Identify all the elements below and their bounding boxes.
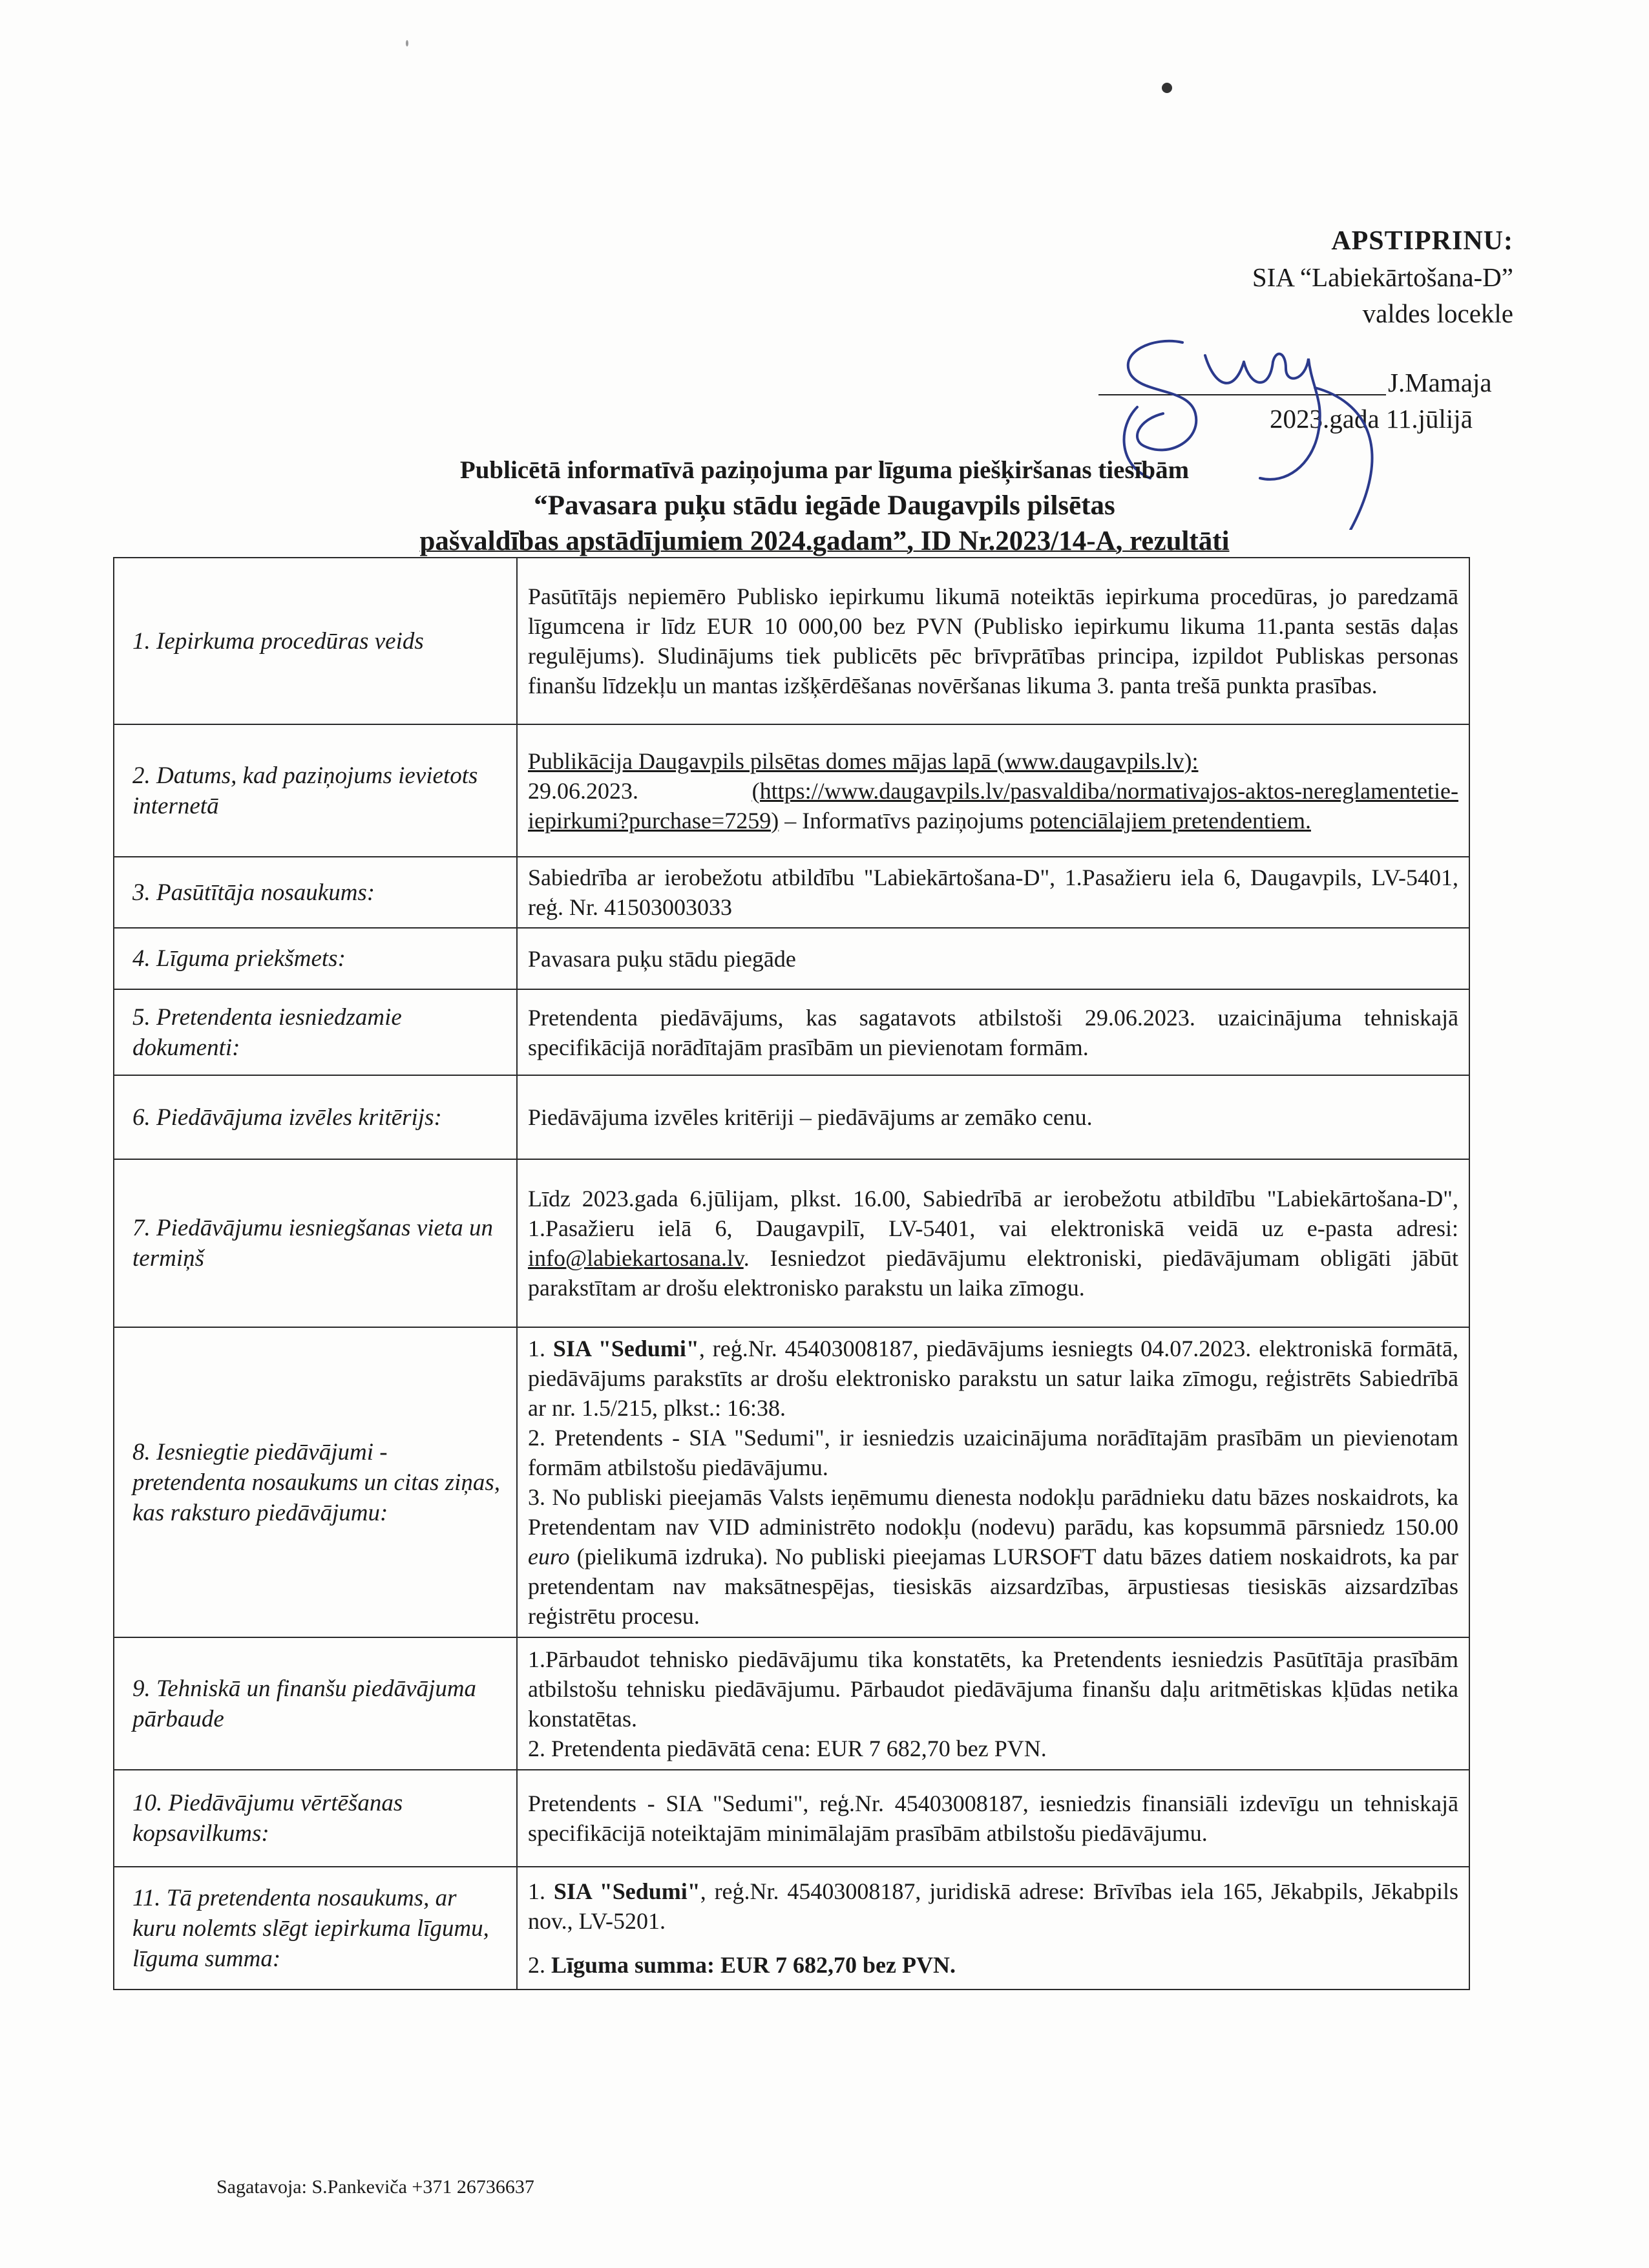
approval-label: APSTIPRINU: xyxy=(1331,226,1513,256)
check-paragraph-1: 1.Pārbaudot tehnisko piedāvājumu tika konstatēts, ka Pretendents iesniedzis Pasūtītāja prasībām atbilstošu tehnisku piedāvājumu. Pārbaudot piedāvājuma finanšu daļu aritmētiskas kļūdas netika konstatētas. xyxy=(528,1646,1458,1732)
winner-paragraph-1 xyxy=(528,1876,1458,1936)
email-link[interactable]: info@labiekartosana.lv xyxy=(528,1245,744,1271)
check-paragraph-2: 2. Pretendenta piedāvātā cena: EUR 7 682,70 bez PVN. xyxy=(528,1735,1047,1761)
table-row xyxy=(114,1327,1469,1637)
row-value xyxy=(517,1327,1469,1637)
approval-name: J.Mamaja xyxy=(1388,368,1492,397)
list-number: 2. xyxy=(528,1952,551,1978)
contract-sum: Līguma summa: EUR 7 682,70 bez PVN. xyxy=(551,1952,956,1978)
scan-speck xyxy=(1162,83,1172,93)
row-label: 2. Datums, kad paziņojums ievietots internetā xyxy=(114,724,517,857)
row-value: Pavasara puķu stādu piegāde xyxy=(517,928,1469,989)
table-row xyxy=(114,928,1469,989)
publication-link-text[interactable]: Publikācija Daugavpils pilsētas domes mājas lapā (www.daugavpils.lv): xyxy=(528,748,1199,774)
currency-word: euro xyxy=(528,1544,570,1570)
row-label: 10. Piedāvājumu vērtēšanas kopsavilkums: xyxy=(114,1770,517,1867)
list-number: 1. xyxy=(528,1878,554,1904)
row-label: 8. Iesniegtie piedāvājumi - pretendenta nosaukums un citas ziņas, kas raksturo piedāvājumu: xyxy=(114,1327,517,1637)
offer-paragraph-1 xyxy=(528,1334,1458,1423)
table-row xyxy=(114,558,1469,724)
submission-text: Līdz 2023.gada 6.jūlijam, plkst. 16.00, Sabiedrībā ar ierobežotu atbildību "Labiekārtošana-D", 1.Pasažieru ielā 6, Daugavpilī, LV-5401, vai elektroniskā veidā uz e-pasta adresi: xyxy=(528,1186,1458,1241)
table-row xyxy=(114,724,1469,857)
document-title xyxy=(0,452,1649,559)
offer-paragraph-2: 2. Pretendents - SIA "Sedumi", ir iesniedzis uzaicinājuma norādītajām prasībām un pievienotam formām atbilstošu piedāvājumu. xyxy=(528,1425,1458,1480)
publication-url-link[interactable]: (https://www.daugavpils.lv/pasvaldiba/normativajos-aktos-nereglamentetie-iepirkumi?purchase=7259) xyxy=(528,777,1458,834)
row-value: Piedāvājuma izvēles kritēriji – piedāvājums ar zemāko cenu. xyxy=(517,1075,1469,1159)
row-value: Pretendents - SIA "Sedumi", reģ.Nr. 45403008187, iesniedzis finansiāli izdevīgu un tehniskajā specifikācijā noteiktajām minimālajām prasībām atbilstošu piedāvājumu. xyxy=(517,1770,1469,1867)
row-value xyxy=(517,1867,1469,1990)
results-table xyxy=(113,557,1470,1990)
title-line-3: pašvaldības apstādījumiem 2024.gadam”, ID Nr.2023/14-A, rezultāti xyxy=(419,526,1230,556)
prepared-by: Sagatavoja: S.Pankeviča +371 26736637 xyxy=(216,2176,534,2198)
row-value: Sabiedrība ar ierobežotu atbildību "Labiekārtošana-D", 1.Pasažieru iela 6, Daugavpils, LV-5401, reģ. Nr. 41503003033 xyxy=(517,857,1469,928)
row-label: 4. Līguma priekšmets: xyxy=(114,928,517,989)
table-row xyxy=(114,857,1469,928)
approval-block xyxy=(1252,223,1513,331)
row-value xyxy=(517,1159,1469,1327)
publication-note: – Informatīvs paziņojums xyxy=(779,807,1024,834)
winner-name: SIA "Sedumi" xyxy=(553,1878,700,1904)
tax-check-text: 3. No publiski pieejamās Valsts ieņēmumu dienesta nodokļu parādnieku datu bāzes noskaidrots, ka Pretendentam nav VID administrēto nodokļu (nodevu) parādu, kas kopsummā pārsniedz 150.00 xyxy=(528,1484,1458,1540)
title-line-1: Publicētā informatīvā paziņojuma par līguma piešķiršanas tiesībām xyxy=(459,456,1190,484)
winner-details: , reģ.Nr. 45403008187, juridiskā adrese: Brīvības iela 165, Jēkabpils, Jēkabpils nov., LV-5201. xyxy=(528,1878,1458,1934)
submission-text-2: . Iesniedzot piedāvājumu elektroniski, piedāvājumam obligāti jābūt parakstītam ar drošu elektronisko parakstu un laika zīmogu. xyxy=(528,1245,1458,1301)
table-row xyxy=(114,1159,1469,1327)
approval-company: SIA “Labiekārtošana-D” xyxy=(1252,262,1513,292)
tax-check-text-2: (pielikumā izdruka). No publiski pieejamas LURSOFT datu bāzes datiem noskaidrots, ka par pretendentam nav maksātnespējas, tiesiskās aizsardzības, ārpustiesas tiesiskās aizsardzības reģistrētu procesu. xyxy=(528,1544,1458,1629)
row-value xyxy=(517,724,1469,857)
list-number: 1. xyxy=(528,1336,553,1361)
row-value xyxy=(517,1637,1469,1770)
table-row xyxy=(114,1075,1469,1159)
row-label: 1. Iepirkuma procedūras veids xyxy=(114,558,517,724)
row-label: 6. Piedāvājuma izvēles kritērijs: xyxy=(114,1075,517,1159)
table-row xyxy=(114,989,1469,1075)
offer-details: , reģ.Nr. 45403008187, piedāvājums iesniegts 04.07.2023. elektroniskā formātā, piedāvājums parakstīts ar drošu elektronisko parakstu un satur laika zīmogu, reģistrēts Sabiedrībā ar nr. 1.5/215, plkst.: 16:38. xyxy=(528,1336,1458,1421)
publication-note-link[interactable]: potenciālajiem pretendentiem. xyxy=(1029,807,1311,834)
row-label: 5. Pretendenta iesniedzamie dokumenti: xyxy=(114,989,517,1075)
row-value: Pretendenta piedāvājums, kas sagatavots atbilstoši 29.06.2023. uzaicinājuma tehniskajā specifikācijā norādītajām prasībām un pievienotam formām. xyxy=(517,989,1469,1075)
row-value: Pasūtītājs nepiemēro Publisko iepirkumu likumā noteiktās iepirkuma procedūras, jo paredzamā līgumcena ir līdz EUR 10 000,00 bez PVN (Publisko iepirkumu likuma 11.panta sestās daļas regulējums). Sludinājums tiek publicēts pēc brīvprātības principa, izpildot Publiskas personas finanšu līdzekļu un mantas izšķērdēšanas novēršanas likuma 3. panta trešā punkta prasības. xyxy=(517,558,1469,724)
row-label: 3. Pasūtītāja nosaukums: xyxy=(114,857,517,928)
approval-date: 2023.gada 11.jūlijā xyxy=(1270,404,1473,434)
bidder-name: SIA "Sedumi" xyxy=(552,1336,699,1361)
offer-paragraph-3 xyxy=(528,1482,1458,1631)
approval-position: valdes locekle xyxy=(1362,299,1513,328)
title-line-2: “Pavasara puķu stādu iegāde Daugavpils pilsētas xyxy=(534,490,1115,521)
table-row xyxy=(114,1867,1469,1990)
scan-speck xyxy=(406,40,408,47)
winner-paragraph-2 xyxy=(528,1950,1458,1980)
row-label: 9. Tehniskā un finanšu piedāvājuma pārbaude xyxy=(114,1637,517,1770)
table-row xyxy=(114,1770,1469,1867)
publication-date: 29.06.2023. xyxy=(528,777,638,804)
row-label: 7. Piedāvājumu iesniegšanas vieta un termiņš xyxy=(114,1159,517,1327)
row-label: 11. Tā pretendenta nosaukums, ar kuru nolemts slēgt iepirkuma līgumu, līguma summa: xyxy=(114,1867,517,1990)
table-row xyxy=(114,1637,1469,1770)
